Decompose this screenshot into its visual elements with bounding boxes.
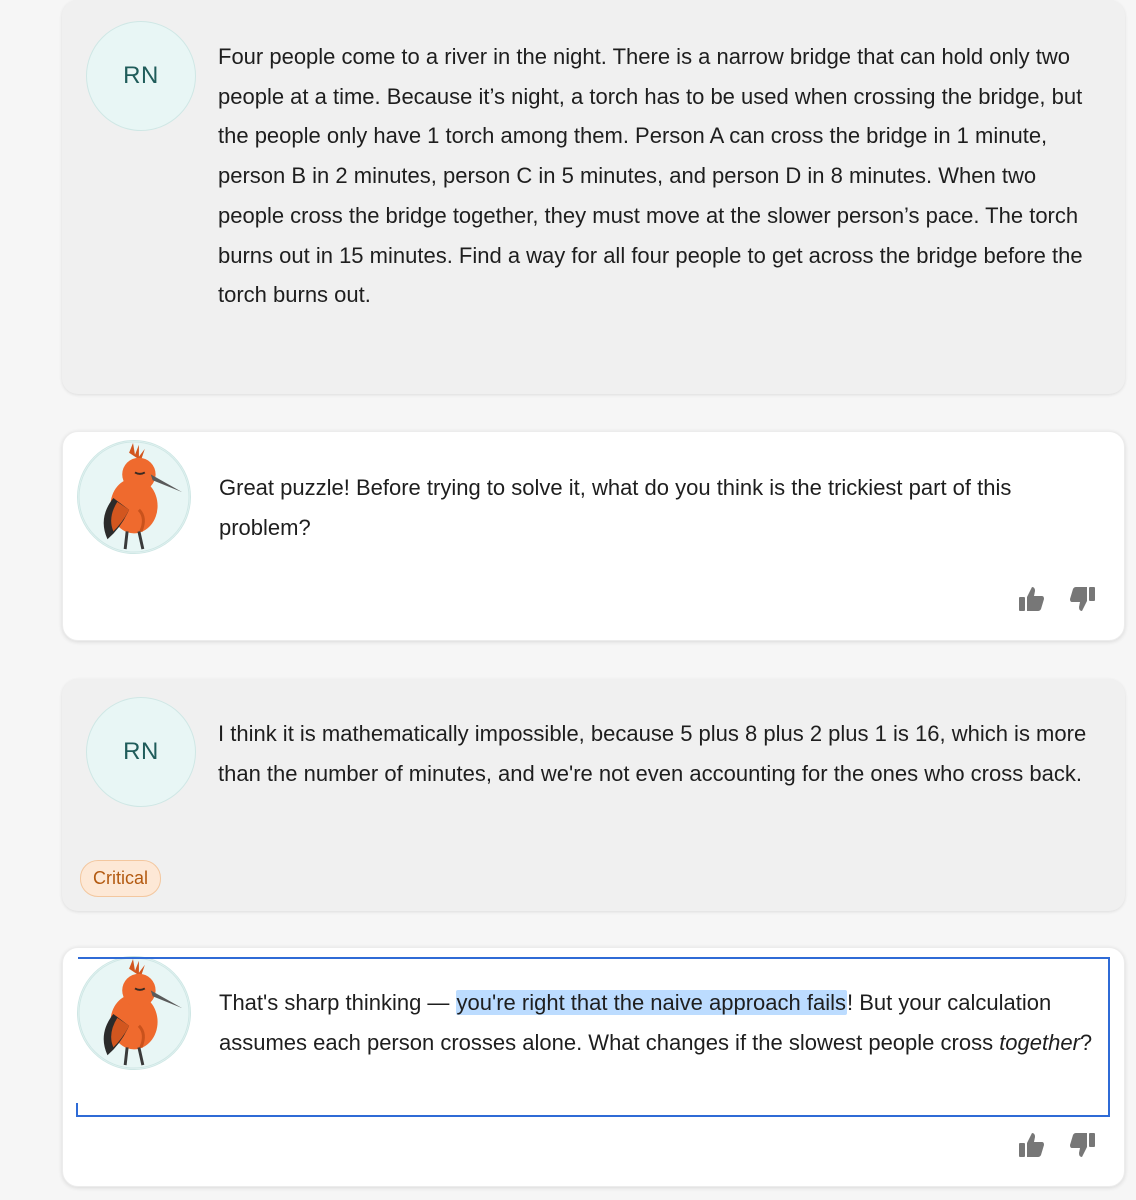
thumbs-up-icon[interactable] — [1016, 1130, 1046, 1160]
bird-mascot-avatar — [77, 956, 191, 1070]
bird-mascot-icon — [78, 956, 190, 1070]
message-text — [219, 983, 1100, 1062]
message-text: Great puzzle! Before trying to solve it, what do you think is the trickiest part of this problem? — [219, 475, 1012, 540]
critical-badge: Critical — [80, 860, 161, 897]
thumbs-up-icon[interactable] — [1016, 584, 1046, 614]
feedback-actions — [1016, 1130, 1098, 1160]
user-message-2 — [62, 679, 1125, 911]
text-segment: ? — [1079, 1029, 1093, 1055]
message-text: Four people come to a river in the night. There is a narrow bridge that can hold only two people at a time. Because it’s night, a torch has to be used when crossing the bridge, but the people only have 1 torch among them. Person A can cross the bridge in 1 minute, person B in 2 minutes, person C in 5 minutes, and person D in 8 minutes. When two people cross the bridge together, they must move at the slower person’s pace. The torch burns out in 15 minutes. Find a way for all four people to get across the bridge before the torch burns out. — [218, 44, 1083, 308]
assistant-message-1 — [62, 431, 1125, 641]
bird-mascot-icon — [78, 440, 190, 554]
user-avatar-initials: RN — [123, 738, 159, 765]
text-segment: That's sharp thinking — — [219, 990, 456, 1015]
user-message-1 — [62, 0, 1125, 394]
user-avatar-initials: RN — [123, 62, 159, 89]
bird-mascot-avatar — [77, 440, 191, 554]
text-segment: ! But your calculation assumes each person crosses alone. What changes if the slowest people cross — [219, 990, 1052, 1055]
thumbs-down-icon[interactable] — [1068, 584, 1098, 614]
user-avatar — [86, 697, 196, 807]
emphasis-text: together — [999, 1029, 1080, 1055]
user-avatar — [86, 21, 196, 131]
assistant-message-2 — [62, 947, 1125, 1187]
highlighted-text[interactable]: you're right that the naive approach fails — [456, 990, 846, 1015]
message-text: I think it is mathematically impossible, because 5 plus 8 plus 2 plus 1 is 16, which is more than the number of minutes, and we're not even accounting for the ones who cross back. — [218, 721, 1087, 786]
thumbs-down-icon[interactable] — [1068, 1130, 1098, 1160]
feedback-actions — [1016, 584, 1098, 614]
